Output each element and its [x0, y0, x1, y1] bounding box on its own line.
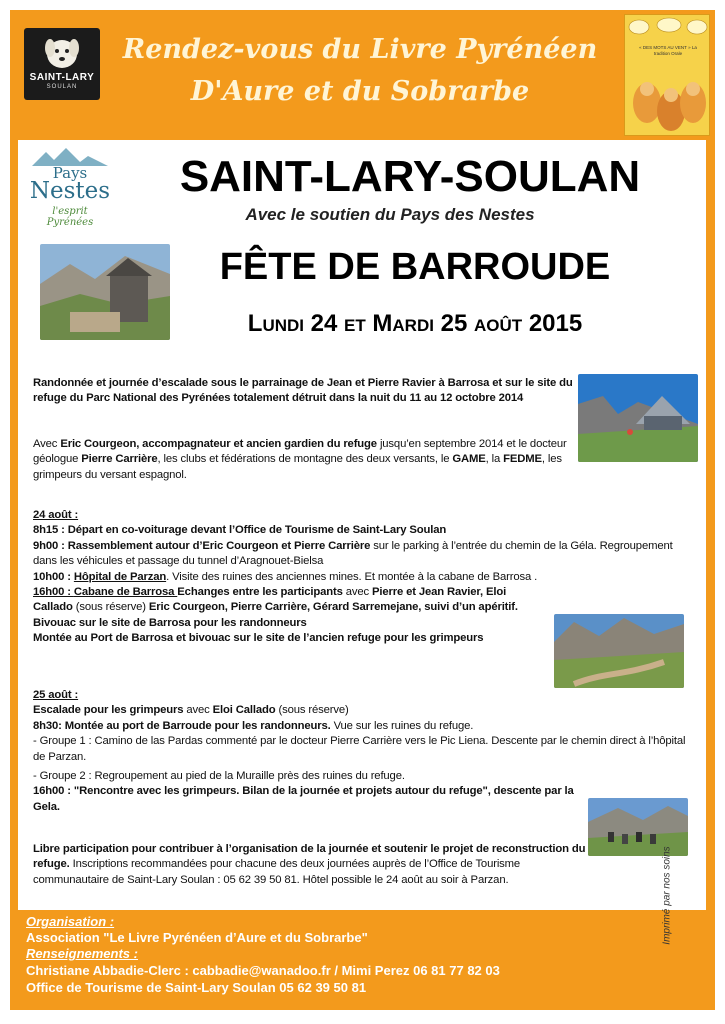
support-subtitle: Avec le soutien du Pays des Nestes: [245, 205, 535, 224]
logo-sub: SOULAN: [46, 84, 78, 90]
nestes-word-pays: Pays: [52, 164, 88, 182]
day2-item-detail: - Groupe 1 : Camino de las Pardas commenté par le docteur Pierre Carrière vers le Pic Liena. Descente par le chemin direct à l’hôpital de Parzan.: [33, 735, 686, 763]
dog-icon: [42, 34, 82, 70]
day1-item: Echanges entre les participants: [177, 586, 343, 599]
day2-heading: 25 août :: [33, 689, 79, 701]
day2-item-detail: (sous réserve): [275, 704, 349, 717]
printed-note-text: Imprimé par nos soins: [661, 846, 673, 945]
contact-line: Christiane Abbadie-Clerc : cabbadie@wanadoo.fr / Mimi Perez 06 81 77 82 03: [26, 963, 500, 978]
participant-name: Eric Courgeon: [60, 438, 137, 450]
info-label: Renseignements :: [26, 946, 138, 961]
day2-item-detail: avec: [183, 704, 213, 717]
day1-time: 16h00 :: [33, 586, 74, 599]
photo-gathering: [588, 798, 688, 856]
day2-item: Escalade pour les grimpeurs: [33, 704, 184, 717]
logo-brand: SAINT-LARY: [29, 72, 95, 83]
day2-participant: Eloi Callado: [212, 704, 276, 717]
event-poster-thumbnail: [624, 14, 710, 136]
day1-place: Hôpital de Parzan: [73, 570, 167, 583]
day1-participants: Pierre et Jean Ravier, Eloi Callado: [33, 586, 507, 614]
participation-text: Libre participation pour contribuer à l’organisation de la journée et soutenir le projet de reconstruction du refuge.: [33, 843, 586, 871]
day1-item: 8h15 : Départ en co-voiturage devant l’Office de Tourisme de Saint-Lary Soulan: [33, 524, 447, 537]
day1-time: 10h00 :: [33, 570, 74, 583]
org-name: FEDME: [503, 453, 542, 466]
pays-des-nestes-logo: [28, 148, 112, 228]
participant-role: , accompagnateur et ancien gardien du refuge: [136, 438, 377, 450]
registration-text: Inscriptions recommandées pour chacune des deux journées auprès de l’Office de Tourisme communautaire de Saint-Lary Soulan : 05 62 39 50 81. Hôtel possible le 24 août au soir à Parzan.: [33, 858, 521, 886]
header-title-line1: Rendez-vous du Livre Pyrénéen: [122, 34, 598, 65]
org-name: GAME: [452, 453, 486, 466]
participants-text: Avec: [33, 438, 61, 450]
poster-caption: « DES MOTS AU VENT » La tradition Orale: [639, 45, 697, 56]
day1-item: suivi d’un apéritif.: [421, 601, 518, 614]
participant-name: Pierre Carrière: [81, 453, 158, 466]
saint-lary-logo: [24, 28, 100, 100]
day2-item: 16h00 : "Rencontre avec les grimpeurs. Bilan de la journée et projets autour du refuge": [33, 785, 488, 798]
day1-place: Cabane de Barrosa: [73, 586, 178, 599]
participants-text: , les clubs et fédérations de montagne des deux versants, le: [157, 453, 453, 466]
day1-item: 9h00 : Rassemblement autour d’Eric Courgeon et Pierre Carrière: [33, 539, 371, 552]
poster-illustration: [625, 15, 710, 136]
nestes-tagline: l'esprit Pyrénées: [46, 206, 94, 228]
event-title: FÊTE DE BARROUDE: [219, 246, 611, 288]
organisation-label: Organisation :: [26, 914, 115, 929]
day2-item-detail: Vue sur les ruines du refuge.: [330, 719, 474, 732]
day2-item: , descente par la Gela.: [33, 785, 574, 813]
day1-item: Bivouac sur le site de Barrosa pour les randonneurs: [33, 616, 307, 629]
participation-paragraph: [33, 842, 588, 888]
event-dates: Lundi 24 et Mardi 25 août 2015: [247, 310, 583, 337]
day2-item-detail: - Groupe 2 : Regroupement au pied de la Muraille près des ruines du refuge.: [33, 770, 405, 783]
participants-text: , les grimpeurs du versant espagnol.: [33, 453, 562, 481]
day1-item-detail: (sous réserve): [72, 601, 149, 614]
day1-program: [33, 508, 698, 647]
tourism-office-line: Office de Tourisme de Saint-Lary Soulan 05 62 39 50 81: [26, 980, 367, 995]
printed-note: [661, 820, 700, 980]
nestes-word-nestes: Nestes: [29, 178, 111, 204]
organisation-value: Association "Le Livre Pyrénéen d’Aure et du Sobrarbe": [26, 930, 368, 945]
participants-paragraph: [33, 437, 588, 483]
day2-item: 8h30: Montée au port de Barroude pour les randonneurs.: [33, 719, 331, 732]
page-title: SAINT-LARY-SOULAN: [179, 152, 641, 201]
day1-item-detail: . Visite des ruines des anciennes mines. Et montée à la cabane de Barrosa .: [166, 570, 538, 583]
day1-participants: Eric Courgeon, Pierre Carrière, Gérard Sarremejane,: [148, 601, 422, 614]
header-band: [10, 10, 715, 138]
intro-paragraph: [33, 376, 573, 407]
participants-text: , la: [485, 453, 504, 466]
intro-text: Randonnée et journée d’escalade sous le parrainage de Jean et Pierre Ravier à Barrosa et sur le site du refuge du Parc National des Pyrénées totalement détruit dans la nuit du 11 au 12 octobre 2014: [33, 377, 573, 405]
photo-refuge-ruins: [40, 244, 170, 340]
day1-item-detail: sur le parking à l’entrée du chemin de la Géla. Regroupement dans les véhicules et passage du tunnel d’Aragnouet-Bielsa: [33, 539, 673, 568]
header-title-line2: D'Aure et du Sobrarbe: [190, 76, 530, 107]
day1-item-detail: avec: [342, 586, 373, 599]
day1-item: Montée au Port de Barrosa et bivouac sur le site de l’ancien refuge pour les grimpeurs: [33, 632, 484, 645]
photo-refuge-hut: [578, 374, 698, 462]
day1-heading: 24 août :: [33, 509, 79, 521]
day2-program: [33, 688, 698, 815]
participants-text: jusqu’en septembre 2014 et le docteur géologue: [33, 438, 567, 466]
